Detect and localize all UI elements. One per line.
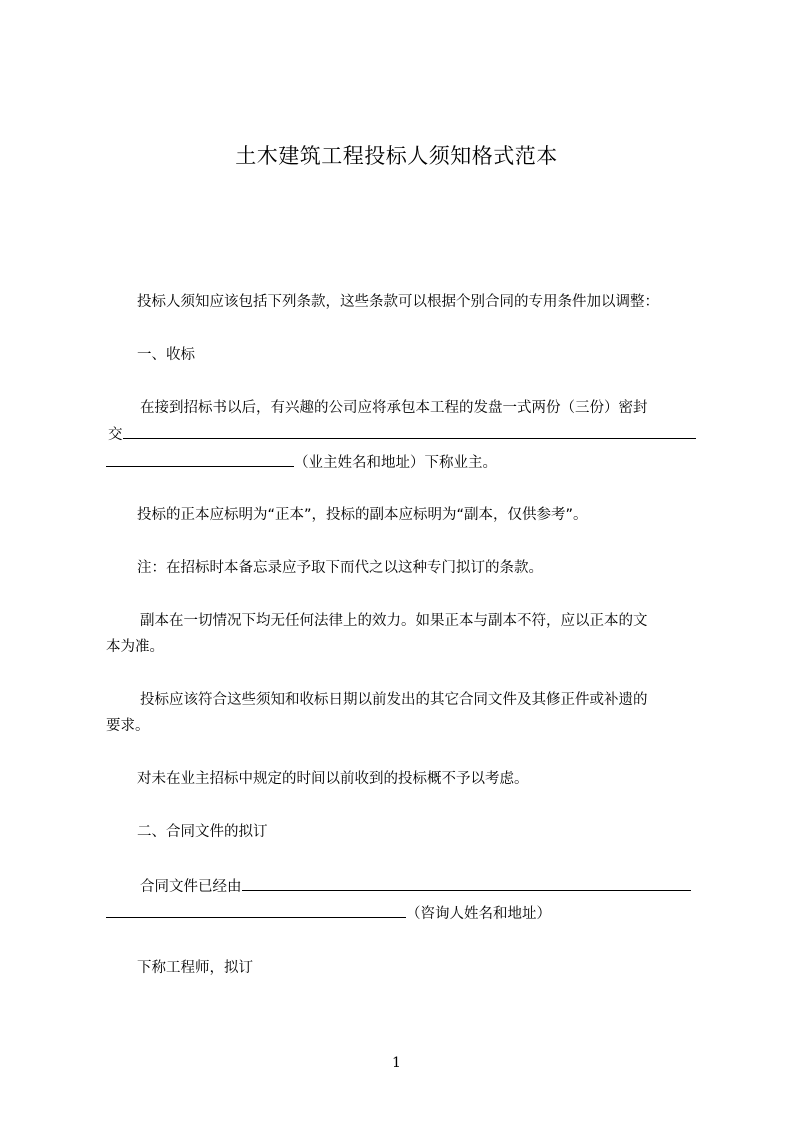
- paragraph-line: 要求。: [106, 718, 150, 734]
- paragraph-text: （咨询人姓名和地址）: [406, 906, 551, 922]
- section-heading-2: 二、合同文件的拟订: [137, 824, 268, 840]
- paragraph-line-with-blank: [106, 452, 497, 473]
- paragraph-line-with-blank: [140, 876, 691, 897]
- paragraph-line-with-blank: [106, 903, 551, 924]
- paragraph-text: （业主姓名和地址）下称业主。: [294, 455, 497, 471]
- fill-in-blank: [338, 876, 645, 891]
- paragraph-line: 投标应该符合这些须知和收标日期以前发出的其它合同文件及其修正件或补遗的: [140, 692, 648, 708]
- paragraph-line: 在接到招标书以后，有兴趣的公司应将承包本工程的发盘一式两份（三份）密封: [140, 400, 648, 416]
- paragraph: 对未在业主招标中规定的时间以前收到的投标概不予以考虑。: [137, 771, 529, 787]
- paragraph-line-with-blank: [108, 424, 696, 445]
- document-title: 土木建筑工程投标人须知格式范本: [235, 144, 558, 168]
- fill-in-blank: [106, 903, 406, 918]
- fill-in-blank: [123, 424, 328, 439]
- section-heading-1: 一、收标: [137, 347, 195, 363]
- fill-in-blank: [106, 452, 294, 467]
- fill-in-blank: [242, 876, 338, 891]
- page-number: 1: [392, 1055, 401, 1071]
- fill-in-blank: [328, 424, 650, 439]
- paragraph-line: 本为准。: [106, 639, 164, 655]
- paragraph-text: 合同文件已经由: [140, 879, 242, 895]
- intro-paragraph: 投标人须知应该包括下列条款，这些条款可以根据个别合同的专用条件加以调整：: [137, 294, 659, 310]
- note-paragraph: 注：在招标时本备忘录应予取下而代之以这种专门拟订的条款。: [137, 560, 543, 576]
- paragraph-text: 交: [108, 427, 123, 443]
- paragraph: 投标的正本应标明为“正本”，投标的副本应标明为“副本，仅供参考”。: [137, 507, 588, 523]
- paragraph-line: 副本在一切情况下均无任何法律上的效力。如果正本与副本不符，应以正本的文: [140, 613, 648, 629]
- fill-in-blank: [650, 424, 696, 439]
- fill-in-blank: [645, 876, 691, 891]
- paragraph: 下称工程师，拟订: [137, 960, 253, 976]
